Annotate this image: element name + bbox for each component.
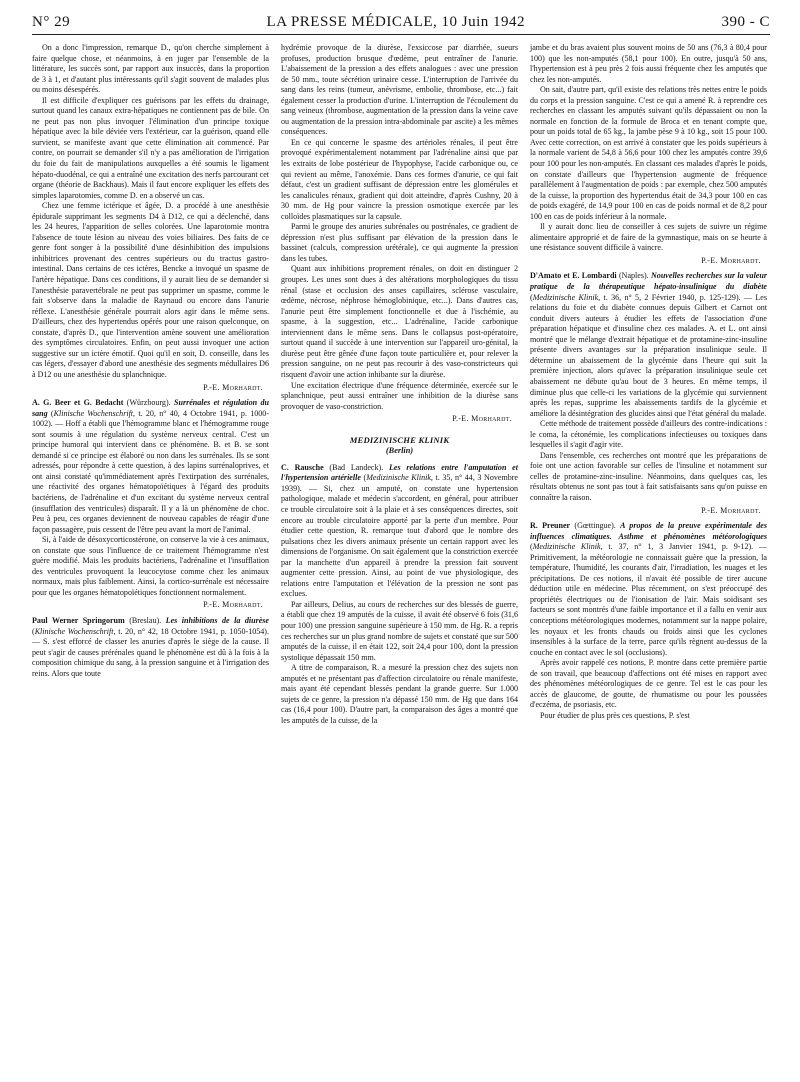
paragraph: En ce qui concerne le spasme des artérioles rénales, il peut être provoqué expérimentalement notamment par l'adrénaline ainsi que par les extraits de lobe postérieur de l'hypophyse, l'acide carbonique ou, ce qui revient au même, l'anoxémie. Dans ces formes d'anurie, ce qui fait défaut, c'est un gradient suffisant de dépression entre les glomérules et les canalicules rénaux, gradient qui doit atteindre, d'après Cushny, 20 à 30 mm. de Hg pour vaincre la pression osmotique exercée par les colloïdes plasmatiques sur la capsule. [281,137,518,221]
abstract-text: — S. s'est efforcé de classer les anuries d'après le siège de la cause. Il peut s'agir de causes prérénales quand le phénomène est dû à la fois à la composition chimique du sang, à la pression sanguine et à l'irrigation des reins. Alors que toute [32,637,269,678]
article-place: (Gœttingue). [570,521,621,531]
article-place: (Bad Landeck). [323,462,389,472]
article-authors: C. Rausche [281,462,324,472]
signature: P.-E. Morhardt. [701,505,761,515]
journal-title: LA PRESSE MÉDICALE, 10 Juin 1942 [266,14,526,30]
article-authors: R. Preuner [530,521,571,531]
paragraph: Une excitation électrique d'une fréquence déterminée, exercée sur le splanchnique, peut aussi entraîner une inhibition de la diurèse sans provoquer de vaso-constriction. [281,380,518,411]
paragraph: Après avoir rappelé ces notions, P. montre dans cette première partie de son travail, que beaucoup d'affections ont été mises en rapport avec des phénomènes météorologiques de ce genre. Tel est le cas pour les accès de glaucome, de goutte, de rhumatisme ou pour les poussées d'eczéma, de psoriasis, etc. [530,658,767,710]
paragraph: Si, à l'aide de désoxycorticostérone, on conserve la vie à ces animaux, on constate que sous l'influence de ce traitement l'hémogramme n'est guère modifié. Mais les produits bactériens, l'adrénaline et l'insufflation des ventricules provoquent la leucocytose comme chez les animaux normaux, mais plus faiblement. Ainsi, la cortico-surrénale est nécessaire pour que les organes hématopoïétiques fonctionnent normalement. [32,535,269,597]
column-2 [281,43,518,726]
section-heading: MEDIZINISCHE KLINIK [349,434,450,445]
abstract-heading: Paul Werner Springorum (Breslau). Les inhibitions de la diurèse (Klinische Wochenschrift, t. 20, n° 42, 18 Octobre 1941, p. 1050-1054). — S. s'est efforcé de classer les anuries d'après le siège de la cause. Il peut s'agir de causes prérénales quand le phénomène est dû à la fois à la composition chimique du sang, à la pression sanguine et à l'irrigation des reins. Alors que toute [32,615,269,678]
column-3 [530,43,767,726]
abstract-text: — Hoff a établi que l'hémogramme blanc et l'hémogramme rouge sont soumis à une régulation du système nerveux central. C'est un principe humoral qui intervient dans ce phénomène. B. et B. se sont demandé si ce principe est élaboré ou non dans les surrénales. Ils se sont adressés, pour répondre à cette question, à des lapins surrénaloprives, et ont ainsi constaté qu'immédiatement après l'extirpation des surrénales, une réactivité des organes hématopoïétiques à l'égard des produits bactériens, de l'adrénaline et d'un excitant du système nerveux central (insufflation des ventricules) disparaît. Il y a là un phénomène de choc. Peu à peu, ces organes deviennent de nouveau capables de réagir d'une façon passagère, puis cessent de l'être peu avant la mort de l'animal. [32,419,269,534]
article-title: Les relations entre l'amputation et l'hypertension artérielle [281,462,518,483]
abstract-damato-lombardi [530,271,767,516]
abstract-rausche [281,463,518,727]
paragraph: Parmi le groupe des anuries subrénales ou postrénales, ce gradient de dépression n'est plus suffisant par élévation de la pression dans le bassinet (calculs, compression urétérale), ce qui augmente la pression dans les tubes. [281,222,518,263]
signature: P.-E. Morhardt. [452,414,512,424]
paragraph: Par ailleurs, Delius, au cours de recherches sur des blessés de guerre, a établi que chez 19 amputés de la cuisse, il avait été observé 6 fois (31,6 pour 100) une pression sanguine supérieure à 150 mm. de Hg. R. a repris ces recherches sur un plus grand nombre de sujets et constaté que sur 500 amputés de la cuisse, il en était 122, soit 24,4 pour 100, dont la pression systolique dépassait 150 mm. [281,599,518,662]
paragraph: Il y aurait donc lieu de conseiller à ces sujets de suivre un régime alimentaire approprié et de faire de la gymnastique, mais on se heurte à une résistance souvent difficile à vaincre. [530,222,767,253]
abstract-springorum [32,616,269,679]
abstract-text: — Primitivement, la météorologie ne connaissait guère que la pression, la température, l'humidité, les courants d'air, l'irradiation, les nuages et les précipitations. De ces notions, il n'avait été possible de tirer aucune déduction utile en médecine. Plus récemment, on s'est préoccupé des propriétés électriques ou de l'ionisation de l'air. Mais soidisant ses facteurs se sont montrés d'une faible importance et il a fallu en venir aux conceptions météorologiques modernes, notamment sur la nappe polaire, les noyaux et les fronts chauds ou froids ainsi que les cyclones insensibles à la surface de la terre, parce qu'ils règnent au-dessus de la couche en contact avec le sol (occlusions). [530,542,768,657]
article-place: (Naples). [616,271,651,281]
paragraph: Dans l'ensemble, ces recherches ont montré que les préparations de foie ont une action favorable sur celles de l'insuline et notamment sur celles de protamine-zinc-insuline. Néanmoins, dans quelques cas, les résultats obtenus ne sont pas tout à fait satisfaisants sans qu'on puisse en connaître la raison. [530,450,767,502]
signature: P.-E. Morhardt. [701,255,761,265]
article-title: Les inhibitions de la diurèse [165,615,269,625]
abstract-preuner [530,521,767,721]
issue-number: N° 29 [32,14,71,30]
page-number: 390 - C [721,14,770,30]
article-authors: A. G. Beer et G. Bedacht [32,398,124,408]
abstract-heading: R. Preuner (Gœttingue). A propos de la preuve expérimentale des influences climatiques. Asthme et phénomènes météorologiques (Medizinische Klinik, t. 37, n° 1, 3 Janvier 1941, p. 9-12). — Primitivement, la météorologie ne connaissait guère que la pression, la température, l'humidité, les courants d'air, l'irradiation, les nuages et les précipitations. De ces notions, il n'avait été possible de tirer aucune déduction utile en médecine. Plus récemment, on s'est préoccupé des propriétés électriques ou de l'ionisation de l'air. Mais soidisant ses facteurs se sont montrés d'une faible importance et il a fallu en venir aux conceptions météorologiques modernes, notamment sur la nappe polaire, les noyaux et les fronts chauds ou froids ainsi que les cyclones insensibles à la surface de la terre, parce qu'ils règnent au-dessus de la couche en contact avec le sol (occlusions). [530,521,768,657]
journal-ref: Medizinische Klinik [532,292,599,302]
article-title: A propos de la preuve expérimentale des influences climatiques. Asthme et phénomènes météorologiques [530,521,767,541]
page-header [32,14,770,35]
signature: P.-E. Morhardt. [203,382,263,392]
article-authors: D'Amato et E. Lombardi [530,271,617,281]
paragraph: Il est difficile d'expliquer ces guérisons par les effets du drainage, surtout quand les canaux extra-hépatiques ne contiennent pas de bile. On ne peut pas non plus invoquer l'élimination d'un principe toxique hépatique avec la bile déviée vers l'extérieur, car la guérison, quand elle survient, se manifeste avant que cette élimination ait commencé. Par contre, on pourrait se demander s'il n'y a pas amélioration de l'irrigation du foie du fait de manipulations auxquelles a été soumis le ligament hépato-duodénal, ce qui a entraîné une excitation des nerfs parcourant cet organe (théorie de Backhaus). Mais il faut encore expliquer les effets des simples laparotomies, comme D. en a observé un cas. [32,95,269,200]
article-authors: Paul Werner Springorum [32,615,125,625]
article-title: Nouvelles recherches sur la valeur pratique de la thérapeutique hépato-insulinique du diabète [530,271,767,292]
paragraph: hydrémie provoque de la diurèse, l'exsiccose par diarrhée, sueurs profuses, production brusque d'œdème, peut entraîner de l'anurie. L'abaissement de la pression a des effets analogues : avec une pression de 50 mm., toute sécrétion urinaire cesse. L'interruption de l'arrivée du sang dans les reins (tumeur, anévrisme, embolie, thrombose, etc...) fait également cesser la production d'urine. L'interruption de l'écoulement du sang veineux (thrombose, augmentation de la pression dans la veine cave ou augmentation de la pression intra-abdominale par ascite) a les mêmes conséquences. [281,43,518,137]
paragraph: Pour étudier de plus près ces questions, P. s'est [540,710,690,720]
section-city: (Berlin) [385,446,414,456]
paragraph: Cette méthode de traitement possède d'ailleurs des contre-indications : le coma, la cétonémie, les complications infectieuses ou toxiques dans lesquelles il s'agit d'agir vite. [530,419,767,450]
article-title: Surrénales et régulation du sang [32,398,269,418]
abstract-heading: D'Amato et E. Lombardi (Naples). Nouvelles recherches sur la valeur pratique de la thérapeutique hépato-insulinique du diabète (Medizinische Klinik, t. 36, n° 5, 2 Février 1940, p. 125-129). — Les relations du foie et du diabète connues depuis Gilbert et Carnot ont conduit divers auteurs à étudier les effets de l'association d'une préparation hépatique et d'insuline chez ces malades. A. et L. ont ainsi montré que le mélange d'extrait hépatique et de protamine-zinc-insuline présente divers avantages sur la préparation insulinique seule. Il détermine un abaissement de la glycémie dans l'heure qui suit la première injection, alors qu'avec la préparation insulinique seule cet abaissement ne débute qu'au bout de 3 heures. En même temps, il diminue plus que celle-ci les variations de la glycémie qui surviennent après les repas, supprime les abaissements tardifs de la glycémie et améliore la désintégration des glucides ainsi que l'état général du malade. [530,271,767,418]
paragraph: On sait, d'autre part, qu'il existe des relations très nettes entre le poids du corps et la pression sanguine. C'est ce qui a amené R. à reprendre ces recherches en classant les amputés suivant qu'ils dépassaient ou non la normale en fonction de la formule de Broca et en tenant compte que, pour un poids total de 65 kg., la jambe pèse 9 à 10 kg., soit 15 pour 100. Avec cette correction, on est arrivé à constater que les poids supérieurs à la normale varient de 54,8 à 56,6 pour 100 chez les amputés contre 39,6 pour 100 pour les non-amputés. En classant ces malades d'après le poids, on constate d'ailleurs que l'hypertension augmente de fréquence parallèlement à l'augmentation de poids : par exemple, chez 500 amputés de la cuisse, la proportion des hypertendus était de 34,3 pour 100 en cas de poids exagéré, de 14,9 pour 100 en cas de poids normal et de 8,2 pour 100 en cas de poids inférieur à la normale. [530,85,767,221]
paragraph: Quant aux inhibitions proprement rénales, on doit en distinguer 2 groupes. Les unes sont dues à des altérations morphologiques du tissu rénal (stase et occlusion des anses capillaires, sclérose vasculaire, œdème, nécrose, néphrose hémoglobinique, etc...). Dans d'autres cas, l'anurie peut être simplement fonctionnelle et due à l'ischémie, au spasme, à la suggestion, etc... L'adrénaline, l'acide carbonique interviennent dans le même sens. Dans le collapsus post-opératoire, surtout quand il succède à une intervention sur l'appareil uro-génital, la diurèse peut être gênée d'une façon toute particulière et, pour relever la pression sanguine, on ne peut pas recourir à des vaso-constricteurs qui risquent d'avoir une action inhibante sur la diurèse. [281,264,518,379]
paragraph: jambe et du bras avaient plus souvent moins de 50 ans (76,3 à 80,4 pour 100) que les non-amputés (58,1 pour 100). En outre, jusqu'à 50 ans, l'hypertension est à peu près 2 fois aussi fréquente chez les amputés que chez les non-amputés. [530,43,767,84]
article-columns [32,43,770,726]
paragraph: Chez une femme ictérique et âgée, D. a procédé à une anesthésie épidurale supprimant les segments D4 à D12, ce qui a déclenché, dans les 24 heures, l'apparition de selles colorées. Une laparotomie montra l'absence de toute lésion au niveau des voies biliaires. Des faits de ce genre font songer à la possibilité d'une désinhibition des impulsions inhibitrices provenant des centres supérieurs ou du tractus gastro-intestinal. Dans certains de ces ictères, Bencke a invoqué un spasme de l'artère hépatique. Dans ces conditions, il y aurait lieu de se demander si l'anesthésie paravertébrale ne peut pas supprimer un spasme, comme le fait s'observe dans la maladie de Raynaud ou encore dans l'anurie réflexe. L'anesthésie générale pourrait alors agir dans le même sens. D'ailleurs, chez des hypertendus opérés pour une raison quelconque, on constate, d'après D., que l'intervention amène souvent une amélioration des symptômes circulatoires. Enfin, on peut aussi invoquer une action suggestive sur un ictère émotif. Quoi qu'il en soit, D. conseille, dans les cas légers, d'essayer d'abord une anesthésie des segments médullaires D6 à D12 ou une anesthésie du splanchnique. [32,201,269,379]
journal-ref: Klinische Wochenschrift [53,408,134,418]
column-1 [32,43,269,726]
abstract-beer-bedacht [32,398,269,611]
abstract-heading: A. G. Beer et G. Bedacht (Würzbourg). Surrénales et régulation du sang (Klinische Wochenschrift, t. 20, n° 40, 4 Octobre 1941, p. 1000-1002). — Hoff a établi que l'hémogramme blanc et l'hémogramme rouge sont soumis à une régulation du système nerveux central. C'est un principe humoral qui intervient dans ce phénomène. B. et B. se sont demandé si ce principe est élaboré ou non dans les surrénales. Ils se sont adressés, pour répondre à cette question, à des lapins surrénaloprives, et ont ainsi constaté qu'immédiatement après l'extirpation des surrénales, une réactivité des organes hématopoïétiques à l'égard des produits bactériens, de l'adrénaline et d'un excitant du système nerveux central (insufflation des ventricules) disparaît. Il y a là un phénomène de choc. Peu à peu, ces organes deviennent de nouveau capables de réagir d'une façon passagère, puis cessent de l'être peu avant la mort de l'animal. [32,398,270,534]
signature: P.-E. Morhardt. [203,600,263,610]
journal-ref: Medizinische Klinik [366,473,431,483]
article-place: (Breslau). [124,615,166,625]
journal-ref: Klinische Wochenschrift [34,626,114,636]
paragraph: A titre de comparaison, R. a mesuré la pression chez des sujets non amputés et ne présentant pas d'affection circulatoire ou rénale manifeste, mais ayant été cependant blessés pendant la grande guerre. Sur 1.000 sujets de ce genre, la pression n'a dépassé 150 mm. de Hg que dans 164 cas (16,4 pour 100). D'autre part, la comparaison des âges a montré que les amputés de la cuisse, de la [281,663,518,725]
paragraph: On a donc l'impression, remarque D., qu'on cherche simplement à faire quelque chose, et néanmoins, à en juger par l'ensemble de la littérature, les succès sont, par rapport aux insuccès, dans la proportion de 3 à 1, et d'autant plus intéressants qu'il s'agit souvent de malades plus ou moins désespérés. [32,43,269,95]
article-place: (Würzbourg). [123,398,174,408]
abstract-text: — Si, chez un amputé, on constate une hypertension pathologique, malade et médecin s'accordent, en général, pour attribuer ce trouble circulatoire soit à la plaie et à ses conséquences directes, soit encore au trouble circulatoire apporté par la perte d'un membre. Pour étudier cette question, R. remarque tout d'abord que le nombre des pulsations chez les divers animaux présente un certain rapport avec les dimensions de l'organisme. On sait également que la constriction exercée par la manchette d'un appareil à prendre la pression fait souvent augmenter cette pression. Ainsi, au point de vue physiologique, des relations entre l'amputation et l'élévation de la pression ne sont pas exclues. [281,483,518,599]
journal-ref: Medizinische Klinik [532,542,601,552]
abstract-heading: C. Rausche (Bad Landeck). Les relations entre l'amputation et l'hypertension artérielle (Medizinische Klinik, t. 35, n° 44, 3 Novembre 1939). — Si, chez un amputé, on constate une hypertension pathologique, malade et médecin s'accordent, en général, pour attribuer ce trouble circulatoire soit à la plaie et à ses conséquences directes, soit encore au trouble circulatoire apporté par la perte d'un membre. Pour étudier cette question, R. remarque tout d'abord que le nombre des pulsations chez les divers animaux présente un certain rapport avec les dimensions de l'organisme. On sait également que la constriction exercée par la manchette d'un appareil à prendre la pression fait souvent augmenter cette pression. Ainsi, au point de vue physiologique, des relations entre l'amputation et l'élévation de la pression ne sont pas exclues. [281,462,518,599]
abstract-text: — Les relations du foie et du diabète connues depuis Gilbert et Carnot ont conduit divers auteurs à étudier les effets de l'association d'une préparation hépatique et d'insuline chez ces malades. A. et L. ont ainsi montré que le mélange d'extrait hépatique et de protamine-zinc-insuline présente divers avantages sur la préparation insulinique seule. Il détermine un abaissement de la glycémie dans l'heure qui suit la première injection, alors qu'avec la préparation insulinique seule cet abaissement ne débute qu'au bout de 3 heures. En même temps, il diminue plus que celle-ci les variations de la glycémie qui surviennent après les repas, supprime les abaissements tardifs de la glycémie et améliore la désintégration des glucides ainsi que l'état général du malade. [530,292,767,418]
